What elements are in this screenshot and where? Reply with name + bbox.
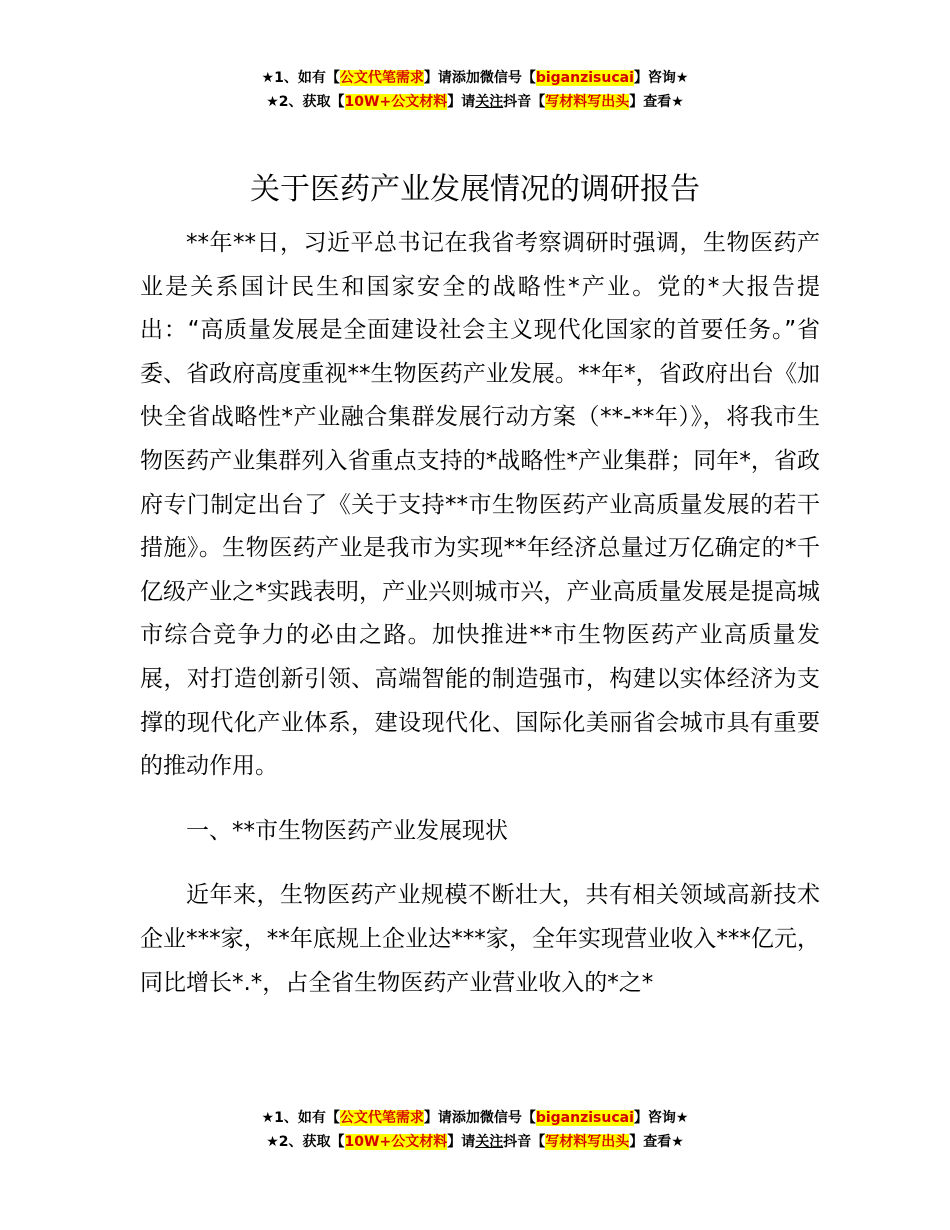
star-icon: ★ bbox=[266, 1134, 279, 1150]
document-title: 关于医药产业发展情况的调研报告 bbox=[250, 172, 700, 207]
banner-line-2: ★2、获取【10W+公文材料】请关注抖音【写材料写出头】查看★ bbox=[266, 94, 684, 110]
follow-underlined: 关注 bbox=[475, 1134, 504, 1150]
highlight-douyin-account: 写材料写出头 bbox=[545, 1134, 630, 1150]
highlight-service: 公文代笔需求 bbox=[339, 70, 424, 86]
star-icon: ★ bbox=[266, 94, 279, 110]
paragraph-status: 近年来，生物医药产业规模不断壮大，共有相关领域高新技术企业***家，**年底规上企业达***家，全年实现营业收入***亿元，同比增长*.*，占全省生物医药产业营业收入的*之* bbox=[140, 882, 820, 996]
banner-line-1: ★1、如有【公文代笔需求】请添加微信号【biganzisucai】咨询★ bbox=[261, 70, 689, 86]
banner-line-1: ★1、如有【公文代笔需求】请添加微信号【biganzisucai】咨询★ bbox=[261, 1110, 689, 1126]
section-heading: 一、**市生物医药产业发展现状 bbox=[186, 817, 508, 844]
banner-line-2: ★2、获取【10W+公文材料】请关注抖音【写材料写出头】查看★ bbox=[266, 1134, 684, 1150]
highlight-materials: 10W+公文材料 bbox=[344, 94, 448, 110]
document-body bbox=[140, 222, 820, 1005]
highlight-materials: 10W+公文材料 bbox=[344, 1134, 448, 1150]
paragraph-intro: **年**日，习近平总书记在我省考察调研时强调，生物医药产业是关系国计民生和国家安全的战略性*产业。党的*大报告提出：“高质量发展是全面建设社会主义现代化国家的首要任务。”省委、省政府高度重视**生物医药产业发展。**年*，省政府出台《加快全省战略性*产业融合集群发展行动方案（**-**年）》，将我市生物医药产业集群列入省重点支持的*战略性*产业集群；同年*，省政府专门制定出台了《关于支持**市生物医药产业高质量发展的若干措施》。生物医药产业是我市为实现**年经济总量过万亿确定的*千亿级产业之*实践表明，产业兴则城市兴，产业高质量发展是提高城市综合竞争力的必由之路。加快推进**市生物医药产业高质量发展，对打造创新引领、高端智能的制造强市，构建以实体经济为支撑的现代化产业体系，建设现代化、国际化美丽省会城市具有重要的推动作用。 bbox=[140, 230, 820, 780]
highlight-service: 公文代笔需求 bbox=[339, 1110, 424, 1126]
star-icon: ★ bbox=[261, 70, 275, 86]
follow-underlined: 关注 bbox=[475, 94, 504, 110]
highlight-wechat-id: biganzisucai bbox=[535, 1110, 634, 1126]
highlight-wechat-id: biganzisucai bbox=[535, 70, 634, 86]
header-banner bbox=[0, 66, 950, 114]
highlight-douyin-account: 写材料写出头 bbox=[545, 94, 630, 110]
footer-banner bbox=[0, 1106, 950, 1154]
star-icon: ★ bbox=[261, 1110, 275, 1126]
